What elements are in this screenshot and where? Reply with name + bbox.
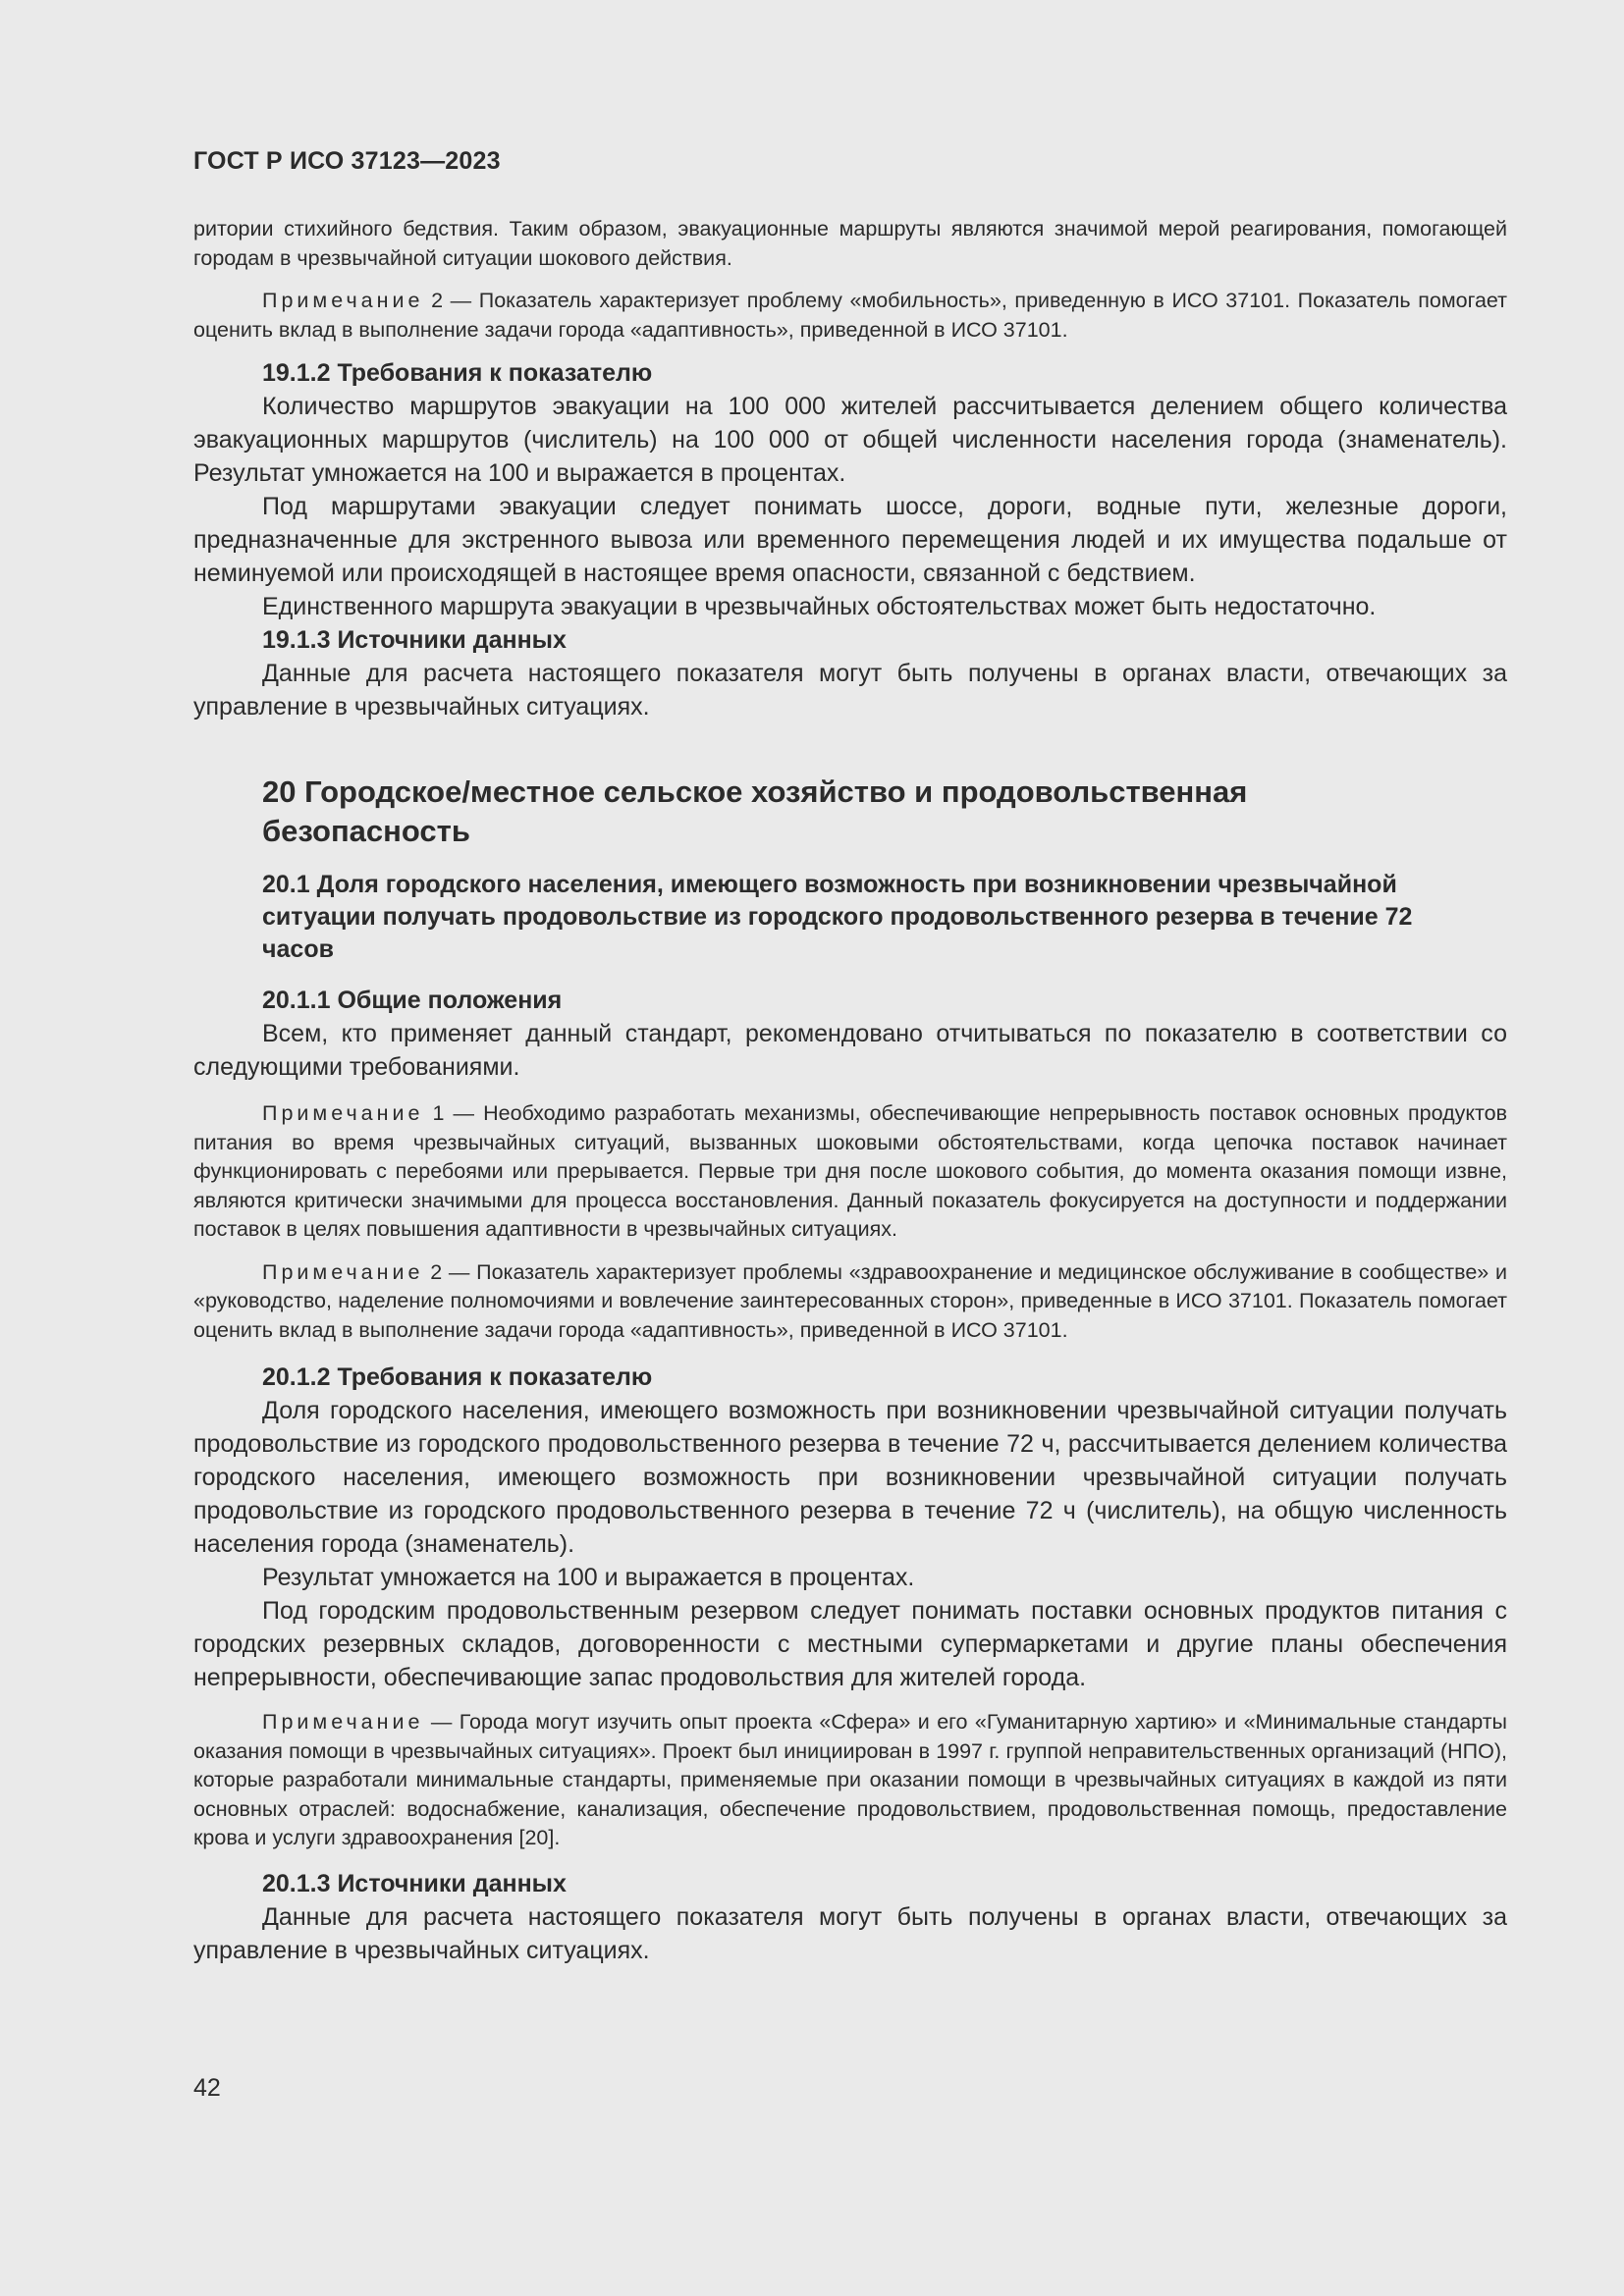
heading-section-20: 20 Городское/местное сельское хозяйство и продовольственная безопасность [262,774,1248,848]
paragraph-19-1-2-a: Количество маршрутов эвакуации на 100 000 жителей рассчитывается делением общего количества эвакуационных маршрутов (числитель) на 100 000 от общей численности населения города (знаменатель). Результат умножается на 100 и выражается в процентах. [193,393,1507,487]
note-label: Примечание [262,1259,424,1284]
note-text: 1 — Необходимо разработать механизмы, обеспечивающие непрерывность поставок основных продуктов питания во время чрезвычайных ситуаций, вызванных шоковыми обстоятельствами, когда цепочка поставок начинает функционировать с перебоями или прерывается. Первые три дня после шокового события, до момента оказания помощи извне, являются критически значимыми для процесса восстановления. Данный показатель фокусируется на доступности и поддержании поставок в целях повышения адаптивности в чрезвычайных ситуациях. [193,1101,1507,1241]
paragraph-20-1-2-a: Доля городского населения, имеющего возможность при возникновении чрезвычайной ситуации получать продовольствие из городского продовольственного резерва в течение 72 ч, рассчитывается делением количества городского населения, имеющего возможность при возникновении чрезвычайной ситуации получать продовольствие из городского продовольственного резерва в течение 72 ч (числитель), на общую численность населения города (знаменатель). [193,1397,1507,1558]
heading-20-1: 20.1 Доля городского населения, имеющего возможность при возникновении чрезвычайной ситуации получать продовольствие из городского продовольственного резерва в течение 72 часов [262,871,1413,963]
paragraph-20-1-2-b: Результат умножается на 100 и выражается в процентах. [262,1564,915,1591]
paragraph-19-1-3: Данные для расчета настоящего показателя могут быть получены в органах власти, отвечающих за управление в чрезвычайных ситуациях. [193,660,1507,721]
paragraph-20-1-2-c: Под городским продовольственным резервом следует понимать поставки основных продуктов питания с городских резервных складов, договоренности с местными супермаркетами и другие планы обеспечения непрерывности, обеспечивающие запас продовольствия для жителей города. [193,1597,1507,1691]
heading-20-1-2: 20.1.2 Требования к показателю [262,1363,653,1391]
page-number: 42 [193,2074,221,2102]
standard-header: ГОСТ Р ИСО 37123—2023 [193,147,501,175]
note-label: Примечание [262,289,424,312]
heading-19-1-3: 19.1.3 Источники данных [262,626,567,654]
note-20-1-1-a [193,1099,1507,1245]
paragraph-19-1-2-b: Под маршрутами эвакуации следует понимать шоссе, дороги, водные пути, железные дороги, предназначенные для экстренного вывоза или временного перемещения людей и их имущества подальше от неминуемой или происходящей в настоящее время опасности, связанной с бедствием. [193,493,1507,587]
paragraph-intro: ритории стихийного бедствия. Таким образом, эвакуационные маршруты являются значимой мерой реагирования, помогающей городам в чрезвычайной ситуации шокового действия. [193,217,1507,270]
heading-20-1-3: 20.1.3 Источники данных [262,1869,567,1897]
note-text: 2 — Показатель характеризует проблему «мобильность», приведенную в ИСО 37101. Показатель помогает оценить вклад в выполнение задачи города «адаптивность», приведенной в ИСО 37101. [193,289,1507,342]
note-label: Примечание [262,1101,424,1125]
page-content [193,147,1507,1967]
note-label: Примечание [262,1710,424,1734]
paragraph-20-1-1: Всем, кто применяет данный стандарт, рекомендовано отчитываться по показателю в соответствии со следующими требованиями. [193,1020,1507,1081]
note-text: — Города могут изучить опыт проекта «Сфера» и его «Гуманитарную хартию» и «Минимальные стандарты оказания помощи в чрезвычайных ситуациях». Проект был инициирован в 1997 г. группой неправительственных организаций (НПО), которые разработали минимальные стандарты, применяемые при оказании помощи в чрезвычайных ситуациях в каждой из пяти основных отраслей: водоснабжение, канализация, обеспечение продовольствием, продовольственная помощь, предоставление крова и услуги здравоохранения [20]. [193,1710,1507,1849]
paragraph-19-1-2-c: Единственного маршрута эвакуации в чрезвычайных обстоятельствах может быть недостаточно. [262,593,1377,620]
note-19-1-1 [193,287,1507,345]
paragraph-20-1-3: Данные для расчета настоящего показателя могут быть получены в органах власти, отвечающих за управление в чрезвычайных ситуациях. [193,1902,1507,1964]
note-20-1-1-b [193,1258,1507,1346]
heading-20-1-1: 20.1.1 Общие положения [262,987,563,1014]
heading-19-1-2: 19.1.2 Требования к показателю [262,359,653,387]
note-20-1-2 [193,1708,1507,1853]
note-text: 2 — Показатель характеризует проблемы «здравоохранение и медицинское обслуживание в сообществе» и «руководство, наделение полномочиями и вовлечение заинтересованных сторон», приведенные в ИСО 37101. Показатель помогает оценить вклад в выполнение задачи города «адаптивность», приведенной в ИСО 37101. [193,1259,1507,1342]
